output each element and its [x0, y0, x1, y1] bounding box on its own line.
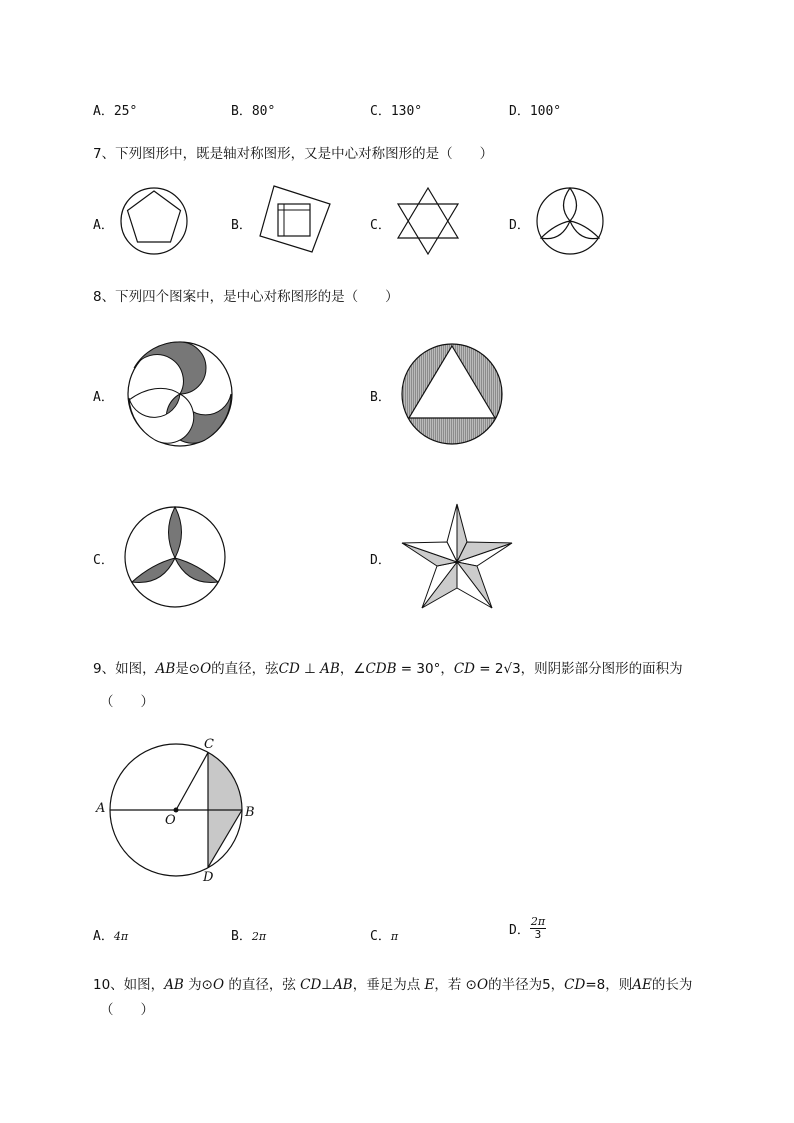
- q8-three-leaf-circle-figure: [124, 502, 226, 610]
- q8-label-d: D．: [370, 553, 391, 568]
- q9-circle-diagram: [94, 736, 264, 886]
- q9-option-d: D． $\frac{2\pi}{3}$: [509, 915, 546, 941]
- q7-hexagram-figure: [395, 186, 461, 256]
- q8-label-b: B．: [370, 390, 391, 405]
- q7-label-c: C．: [370, 218, 391, 233]
- q7-three-petal-circle-figure: [535, 186, 605, 256]
- q6-option-a: A．25°: [93, 104, 138, 119]
- q8-triangle-in-shaded-circle-figure: [401, 342, 503, 446]
- q9-point-c-label: C: [204, 737, 214, 752]
- q9-point-d-label: D: [203, 870, 214, 885]
- q9-option-b: B．2π: [231, 929, 267, 944]
- q7-label-d: D．: [509, 218, 530, 233]
- q8-label-c: C．: [93, 553, 114, 568]
- q9-option-d-fraction: $\frac{2\pi}{3}$: [530, 915, 546, 941]
- q9-question: 9、如图，AB是⊙O的直径，弦CD ⊥ AB，∠CDB = 30°，CD = 2√3，则阴影部分图形的面积为: [93, 661, 683, 677]
- q10-answer-paren: （ ）: [100, 1002, 154, 1018]
- q9-point-o-label: O: [165, 813, 176, 828]
- q8-star-figure: [400, 502, 514, 610]
- q7-pentagon-in-circle-figure: [119, 186, 189, 256]
- q8-label-a: A．: [93, 390, 114, 405]
- q7-rotated-squares-figure: [258, 184, 332, 256]
- q8-question: 8、下列四个图案中，是中心对称图形的是（ ）: [93, 289, 399, 305]
- q6-option-b: B．80°: [231, 104, 276, 119]
- q9-point-a-label: A: [96, 801, 106, 816]
- q9-point-b-label: B: [245, 805, 255, 820]
- q7-label-a: A．: [93, 218, 114, 233]
- q8-triskelion-figure: [125, 340, 235, 448]
- q9-option-c: C．π: [370, 929, 399, 944]
- q7-question: 7、下列图形中，既是轴对称图形，又是中心对称图形的是（ ）: [93, 146, 494, 162]
- q10-question: 10、如图，AB 为⊙O 的直径，弦 CD⊥AB，垂足为点 E，若 ⊙O的半径为5，CD=8，则AE的长为: [93, 977, 693, 993]
- q7-label-b: B．: [231, 218, 252, 233]
- q6-option-d: D．100°: [509, 104, 562, 119]
- q6-option-c: C．130°: [370, 104, 423, 119]
- q9-option-a: A．4π: [93, 929, 129, 944]
- q9-answer-paren: （ ）: [100, 694, 154, 710]
